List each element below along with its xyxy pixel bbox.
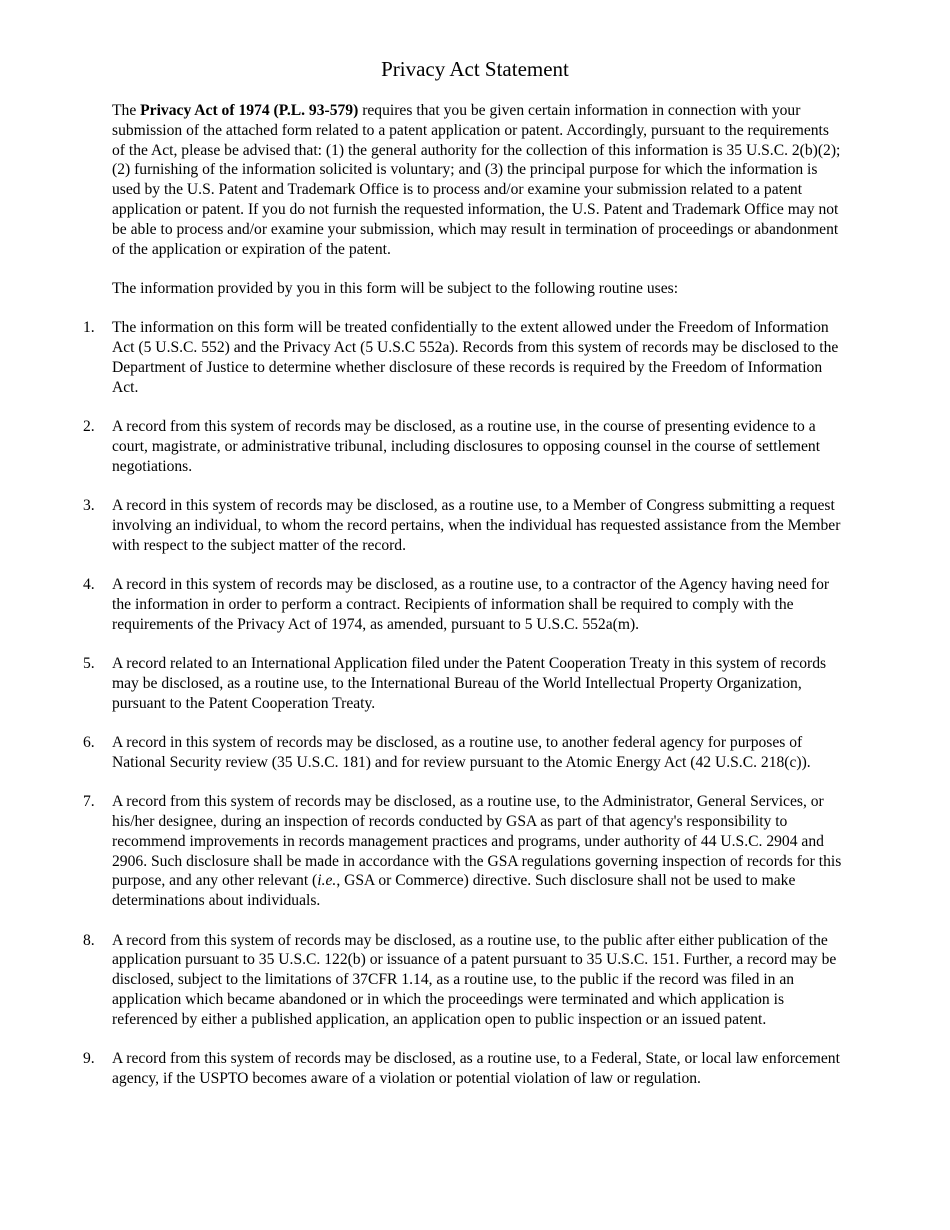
list-item — [83, 496, 844, 555]
list-item-text: The information on this form will be treated confidentially to the extent allowed under the Freedom of Information Act (5 U.S.C. 552) and the Privacy Act (5 U.S.C 552a). Records from this system of records may be disclosed to the Department of Justice to determine whether disclosure of these records is required by the Freedom of Information Act. — [112, 319, 839, 396]
list-item-number: 3. — [83, 497, 95, 515]
list-item — [83, 318, 844, 397]
list-item-text: A record related to an International Application filed under the Patent Cooperation Treaty in this system of records may be disclosed, as a routine use, to the International Bureau of the World Intellectual Property Organization, pursuant to the Patent Cooperation Treaty. — [112, 655, 827, 712]
intro-paragraph — [112, 101, 844, 259]
list-item-number: 7. — [83, 793, 95, 811]
intro-text-start: The — [112, 102, 141, 119]
document-body — [83, 101, 844, 1108]
list-item — [83, 654, 844, 713]
list-item-text: A record from this system of records may be disclosed, as a routine use, to the public after either publication of the application pursuant to 35 U.S.C. 122(b) or issuance of a patent pursuant to 35 U.S.C. 151. Further, a record may be disclosed, subject to the limitations of 37CFR 1.14, as a routine use, to the public if the record was filed in an application which became abandoned or in which the proceedings were terminated and which application is referenced by either a published application, an application open to public inspection or an issued patent. — [112, 931, 837, 1028]
list-item-number: 1. — [83, 319, 95, 337]
list-item — [83, 1049, 844, 1089]
list-item-text-start: A record from this system of records may be disclosed, as a routine use, to the Administrator, General Services, or his/her designee, during an inspection of records conducted by GSA as part of that agency's responsibility to recommend improvements in records management practices and programs, under authority of 44 U.S.C. 2904 and 2906. Such disclosure shall be made in accordance with the GSA regulations governing inspection of records for this purpose, and any other relevant ( — [112, 793, 842, 890]
list-item-text: A record in this system of records may be disclosed, as a routine use, to another federal agency for purposes of National Security review (35 U.S.C. 181) and for review pursuant to the Atomic Energy Act (42 U.S.C. 218(c)). — [112, 734, 811, 771]
list-item — [83, 575, 844, 634]
list-item-text-end: , GSA or Commerce) directive. Such disclosure shall not be used to make determinations about individuals. — [112, 872, 796, 910]
routine-uses-list — [83, 318, 844, 1088]
list-item — [83, 792, 844, 911]
list-item — [83, 733, 844, 773]
list-item-number: 4. — [83, 576, 95, 594]
list-item-text: A record from this system of records may be disclosed, as a routine use, in the course of presenting evidence to a court, magistrate, or administrative tribunal, including disclosures to opposing counsel in the course of settlement negotiations. — [112, 418, 821, 475]
list-item-number: 2. — [83, 418, 95, 436]
list-item-number: 6. — [83, 734, 95, 752]
list-item-text: A record in this system of records may be disclosed, as a routine use, to a contractor of the Agency having need for the information in order to perform a contract. Recipients of information shall be required to comply with the requirements of the Privacy Act of 1974, as amended, pursuant to 5 U.S.C. 552a(m). — [112, 576, 830, 633]
list-item-number: 9. — [83, 1050, 95, 1068]
routine-uses-intro: The information provided by you in this form will be subject to the following routine uses: — [112, 279, 679, 297]
list-item-italic-abbreviation: i.e. — [317, 872, 337, 890]
list-item-text: A record from this system of records may be disclosed, as a routine use, to a Federal, State, or local law enforcement agency, if the USPTO becomes aware of a violation or potential violation of law or regulation. — [112, 1050, 840, 1088]
page-title: Privacy Act Statement — [381, 57, 569, 81]
intro-act-name: Privacy Act of 1974 (P.L. 93-579) — [140, 102, 359, 119]
list-item-number: 8. — [83, 931, 95, 949]
intro-text-rest: requires that you be given certain information in connection with your submission of the attached form related to a patent application or patent. Accordingly, pursuant to the requirements of the Act, please be advised that: (1) the general authority for the collection of this information is 35 U.S.C. 2(b)(2); (2) furnishing of the information solicited is voluntary; and (3) the principal purpose for which the information is used by the U.S. Patent and Trademark Office is to process and/or examine your submission related to a patent application or patent. If you do not furnish the requested information, the U.S. Patent and Trademark Office may not be able to process and/or examine your submission, which may result in termination of proceedings or abandonment of the application or expiration of the patent. — [112, 102, 841, 258]
list-item-number: 5. — [83, 655, 95, 673]
list-item — [83, 417, 844, 476]
list-item — [83, 931, 844, 1030]
list-item-text: A record in this system of records may be disclosed, as a routine use, to a Member of Congress submitting a request involving an individual, to whom the record pertains, when the individual has requested assistance from the Member with respect to the subject matter of the record. — [112, 497, 841, 554]
